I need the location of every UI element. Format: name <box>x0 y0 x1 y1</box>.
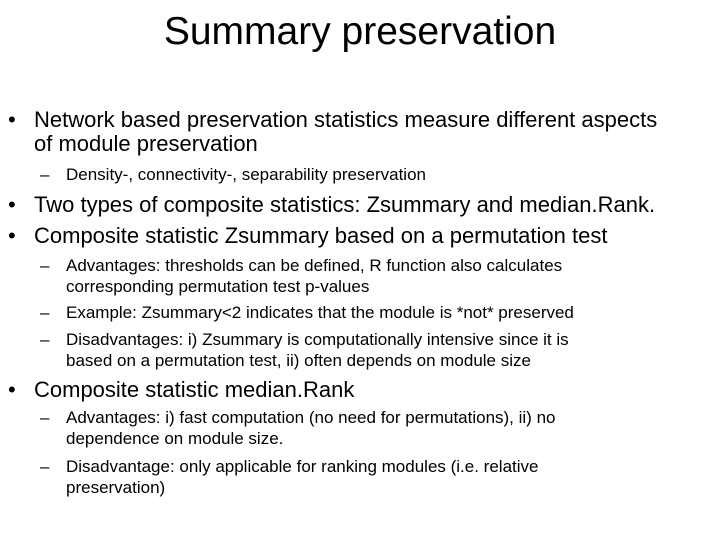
subbullet-text-line: Density-, connectivity-, separability preservation <box>66 165 426 184</box>
bullet-zsummary-permutation <box>8 223 608 248</box>
subbullet-example-zsummary <box>40 302 574 323</box>
dash-bullet-icon: – <box>40 330 50 349</box>
bullet-text-line: of module preservation <box>34 131 258 156</box>
subbullet-density-connectivity <box>40 164 426 185</box>
subbullet-text-line: Disadvantage: only applicable for ranking modules (i.e. relative <box>66 457 539 476</box>
dash-bullet-icon: – <box>40 457 50 476</box>
slide-title: Summary preservation <box>163 10 557 53</box>
subbullet-advantages-median-rank <box>40 407 556 449</box>
subbullet-text-line: preservation) <box>66 478 166 497</box>
subbullet-disadvantage-median-rank <box>40 456 539 498</box>
bullet-text-line: Network based preservation statistics measure different aspects <box>34 107 658 132</box>
bullet-text-line: Composite statistic median.Rank <box>34 377 355 402</box>
subbullet-text-line: Advantages: i) fast computation (no need for permutations), ii) no <box>66 408 556 427</box>
bullet-network-based-statistics <box>8 107 658 156</box>
bullet-dot-icon: • <box>8 223 16 248</box>
subbullet-text-line: Advantages: thresholds can be defined, R function also calculates <box>66 256 563 275</box>
bullet-dot-icon: • <box>8 107 16 132</box>
subbullet-text-line: dependence on module size. <box>66 429 284 448</box>
dash-bullet-icon: – <box>40 303 50 322</box>
subbullet-text-line: Example: Zsummary<2 indicates that the module is *not* preserved <box>66 303 574 322</box>
bullet-median-rank <box>8 377 355 402</box>
subbullet-text-line: based on a permutation test, ii) often depends on module size <box>66 351 531 370</box>
bullet-text-line: Two types of composite statistics: Zsummary and median.Rank. <box>34 192 656 217</box>
subbullet-text-line: corresponding permutation test p-values <box>66 277 370 296</box>
dash-bullet-icon: – <box>40 165 50 184</box>
subbullet-text-line: Disadvantages: i) Zsummary is computationally intensive since it is <box>66 330 569 349</box>
bullet-dot-icon: • <box>8 192 16 217</box>
bullet-two-types-composite <box>8 192 656 217</box>
bullet-text-line: Composite statistic Zsummary based on a permutation test <box>34 223 608 248</box>
dash-bullet-icon: – <box>40 256 50 275</box>
dash-bullet-icon: – <box>40 408 50 427</box>
subbullet-disadvantages-zsummary <box>40 329 569 371</box>
bullet-dot-icon: • <box>8 377 16 402</box>
subbullet-advantages-thresholds <box>40 255 563 297</box>
